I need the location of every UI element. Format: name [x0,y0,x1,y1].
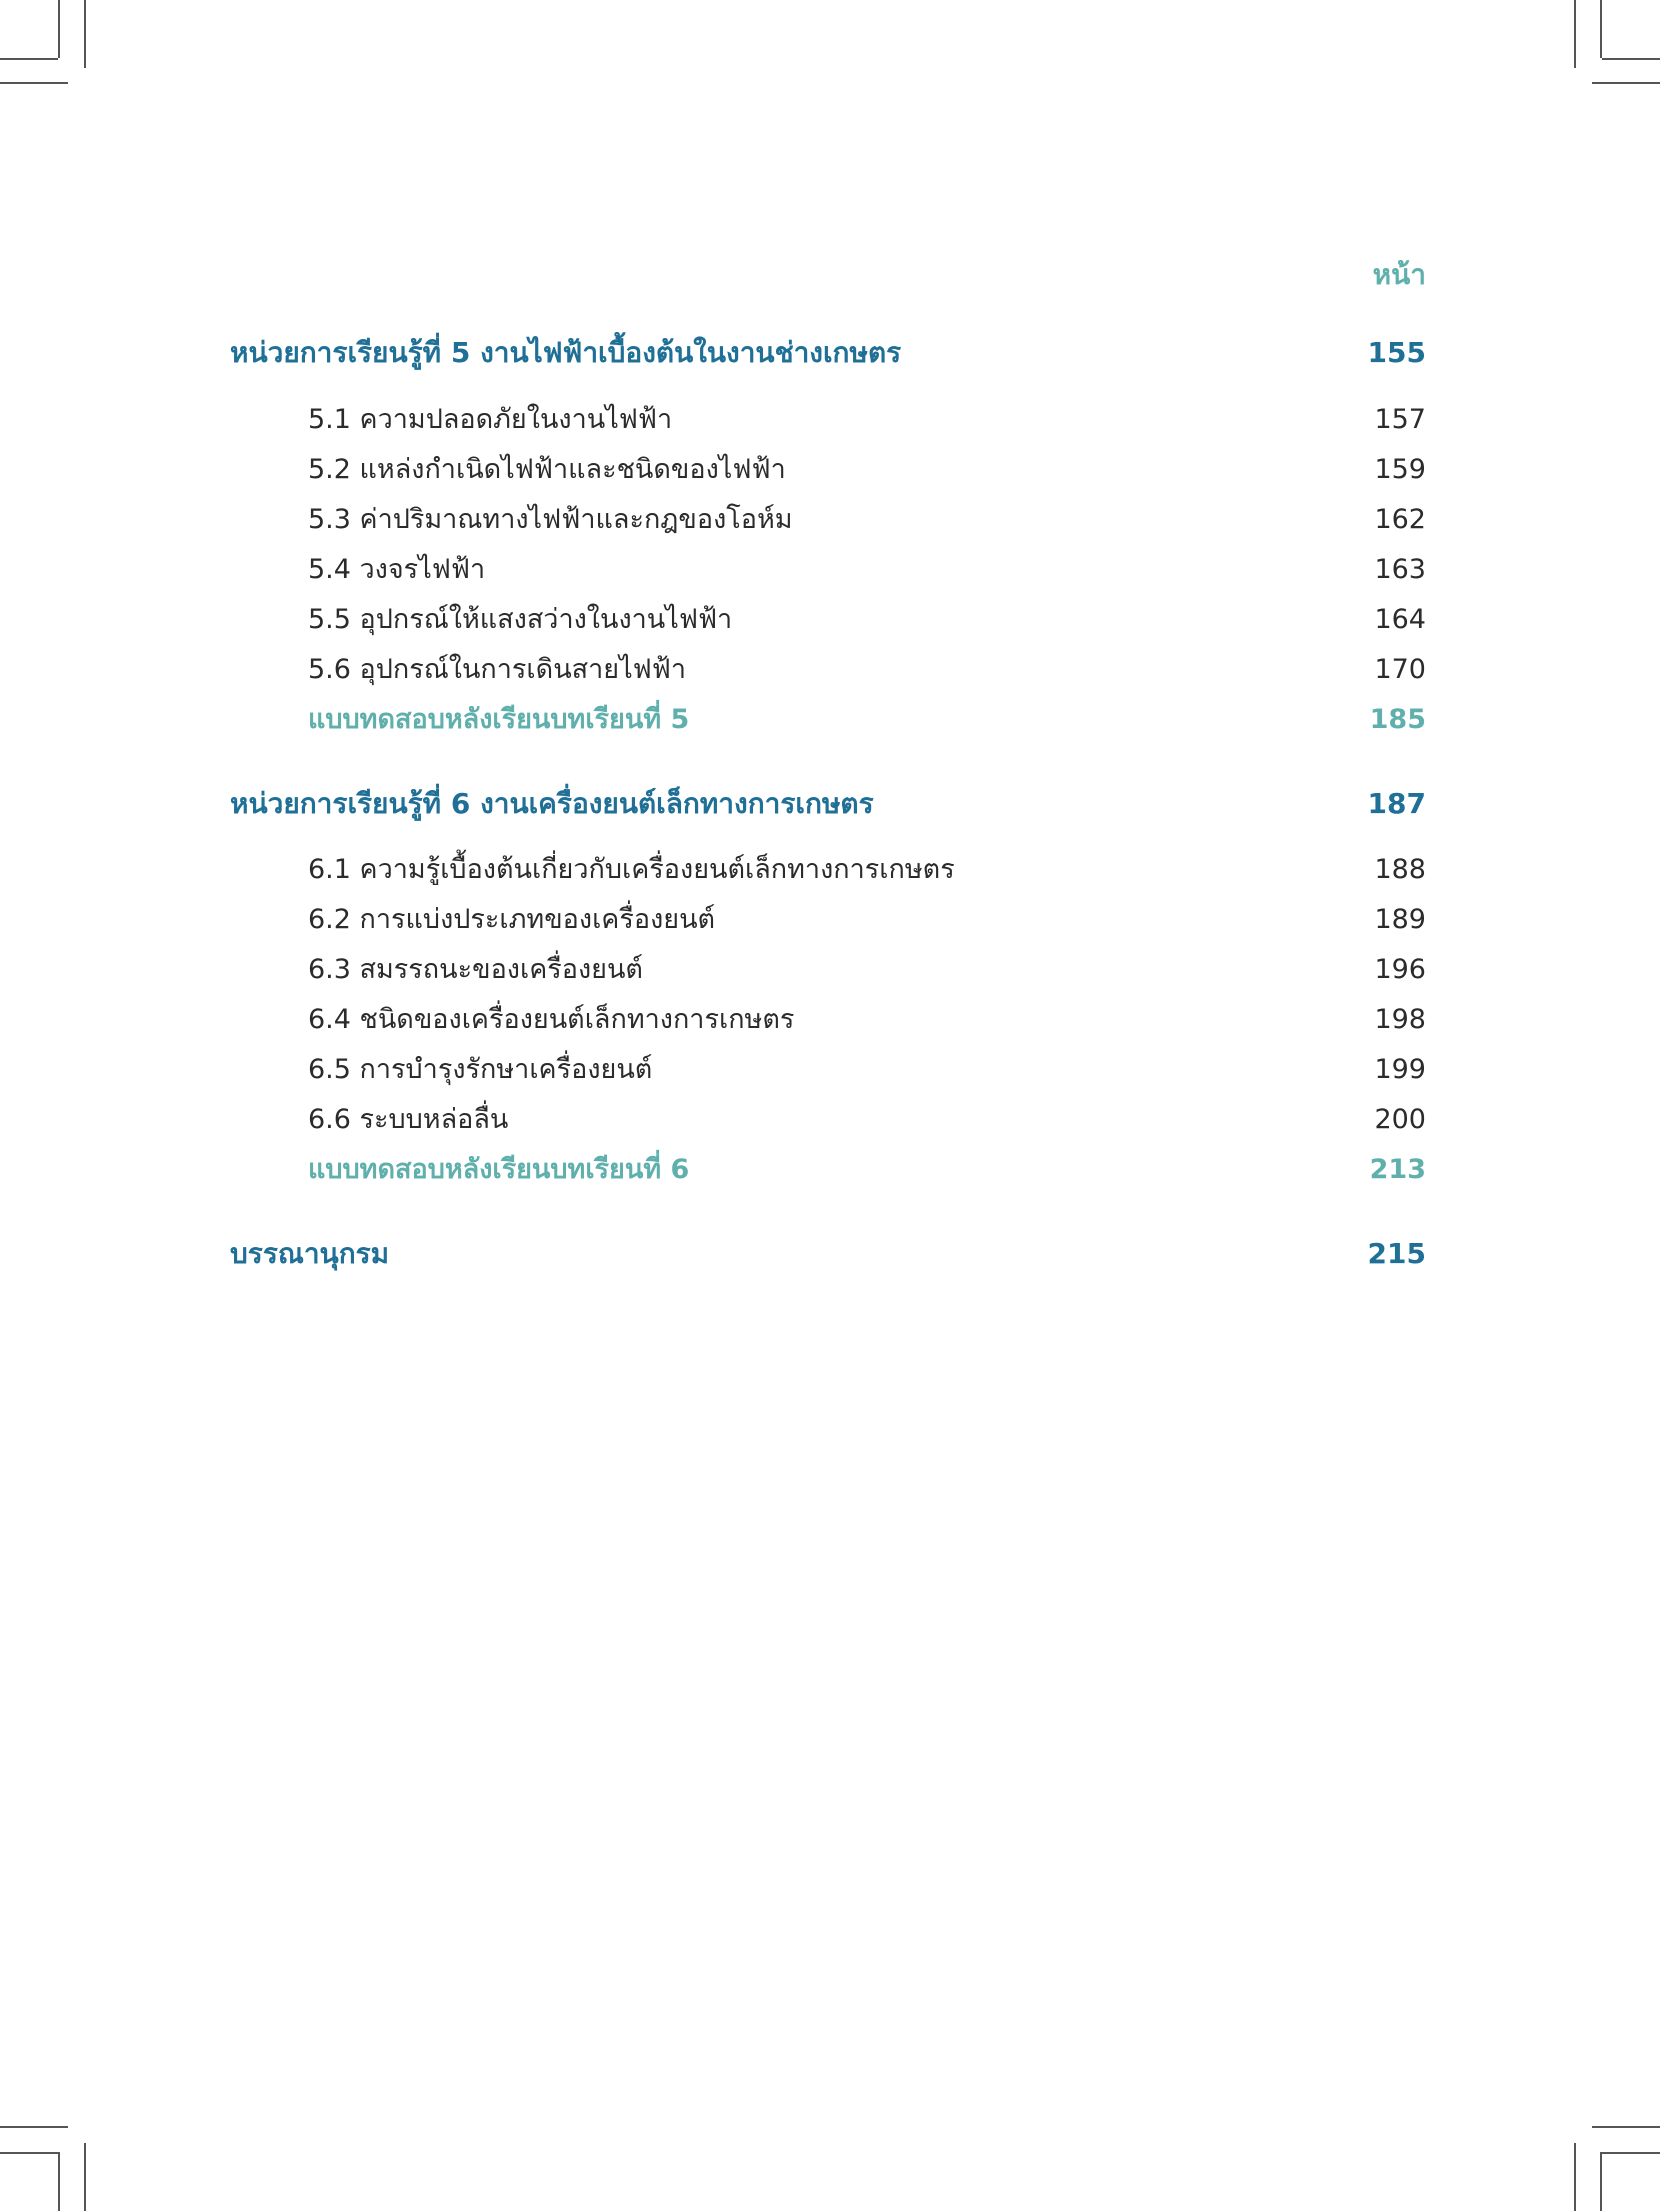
toc-page-number: 196 [1374,954,1426,985]
toc-bibliography[interactable] [0,1229,1660,1279]
toc-page-number: 159 [1374,454,1426,485]
toc-page-number: 187 [1367,787,1426,820]
crop-mark [1592,82,1660,84]
toc-section-5-6[interactable] [0,645,1660,695]
crop-mark [1600,0,1602,58]
toc-page-number: 189 [1374,904,1426,935]
toc-section-5-3[interactable] [0,495,1660,545]
toc-test-6[interactable] [0,1145,1660,1195]
toc-section-label: 5.6 อุปกรณ์ในการเดินสายไฟฟ้า [308,654,687,685]
toc-unit-title: หน่วยการเรียนรู้ที่ 5 งานไฟฟ้าเบื้องต้นในงานช่างเกษตร [230,336,902,369]
crop-mark [1592,2126,1660,2128]
toc-page-number: 199 [1374,1054,1426,1085]
toc-section-label: 5.2 แหล่งกำเนิดไฟฟ้าและชนิดของไฟฟ้า [308,454,786,485]
toc-section-5-4[interactable] [0,545,1660,595]
toc-section-label: 5.1 ความปลอดภัยในงานไฟฟ้า [308,404,673,435]
crop-mark [1602,58,1660,60]
toc-section-label: 5.5 อุปกรณ์ให้แสงสว่างในงานไฟฟ้า [308,604,733,635]
toc-page-number: 157 [1374,404,1426,435]
toc-test-5[interactable] [0,695,1660,745]
crop-mark [1574,2143,1576,2211]
toc-page-number: 164 [1374,604,1426,635]
toc-page-number: 185 [1369,704,1426,735]
crop-mark [0,82,68,84]
toc-page-number: 162 [1374,504,1426,535]
toc-section-label: 6.6 ระบบหล่อลื่น [308,1104,509,1135]
toc-page-number: 200 [1374,1104,1426,1135]
crop-mark [0,2152,58,2154]
crop-mark [0,2126,68,2128]
toc-section-6-2[interactable] [0,895,1660,945]
toc-section-label: 5.4 วงจรไฟฟ้า [308,554,486,585]
toc-unit-5[interactable] [0,328,1660,378]
toc-page-number: 215 [1367,1237,1426,1270]
toc-section-6-4[interactable] [0,995,1660,1045]
toc-section-label: 5.3 ค่าปริมาณทางไฟฟ้าและกฎของโอห์ม [308,504,793,535]
crop-mark [58,2152,60,2211]
toc-section-6-3[interactable] [0,945,1660,995]
toc-unit-title: หน่วยการเรียนรู้ที่ 6 งานเครื่องยนต์เล็กทางการเกษตร [230,787,874,820]
toc-page-number: 188 [1374,854,1426,885]
toc-section-5-1[interactable] [0,395,1660,445]
toc-section-label: 6.1 ความรู้เบื้องต้นเกี่ยวกับเครื่องยนต์เล็กทางการเกษตร [308,854,955,885]
crop-mark [1602,2152,1660,2154]
toc-section-5-5[interactable] [0,595,1660,645]
toc-section-6-1[interactable] [0,845,1660,895]
toc-unit-6[interactable] [0,779,1660,829]
toc-section-label: 6.3 สมรรถนะของเครื่องยนต์ [308,954,643,985]
toc-page-number: 155 [1367,336,1426,369]
toc-section-label: 6.2 การแบ่งประเภทของเครื่องยนต์ [308,904,716,935]
crop-mark [1600,2152,1602,2211]
crop-mark [0,58,58,60]
toc-page-number: 213 [1369,1154,1426,1185]
toc-test-label: แบบทดสอบหลังเรียนบทเรียนที่ 6 [308,1154,690,1185]
toc-section-5-2[interactable] [0,445,1660,495]
toc-bibliography-label: บรรณานุกรม [230,1237,390,1270]
toc-test-label: แบบทดสอบหลังเรียนบทเรียนที่ 5 [308,704,690,735]
toc-page-number: 163 [1374,554,1426,585]
toc-page-number: 170 [1374,654,1426,685]
toc-section-label: 6.4 ชนิดของเครื่องยนต์เล็กทางการเกษตร [308,1004,795,1035]
toc-section-6-6[interactable] [0,1095,1660,1145]
toc-section-6-5[interactable] [0,1045,1660,1095]
crop-mark [84,0,86,68]
crop-mark [1574,0,1576,68]
toc-page-number: 198 [1374,1004,1426,1035]
page-column-heading: หน้า [1372,258,1426,291]
crop-mark [58,0,60,58]
crop-mark [84,2143,86,2211]
toc-section-label: 6.5 การบำรุงรักษาเครื่องยนต์ [308,1054,653,1085]
